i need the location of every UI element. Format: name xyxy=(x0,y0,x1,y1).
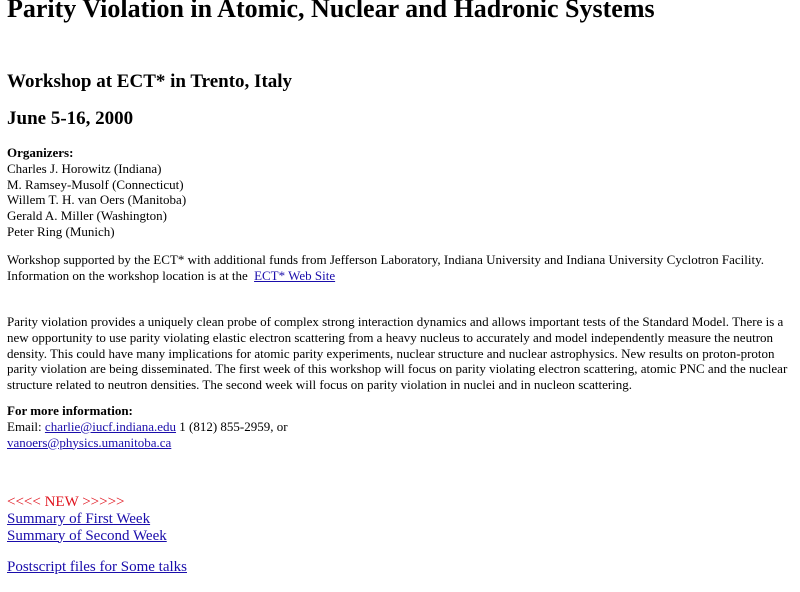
organizer-item: Gerald A. Miller (Washington) xyxy=(7,208,167,224)
postscript-section xyxy=(7,560,187,576)
summary-second-week-link[interactable]: Summary of Second Week xyxy=(7,527,167,544)
news-section xyxy=(7,494,167,544)
summary-first-week-link[interactable]: Summary of First Week xyxy=(7,510,151,527)
workshop-dates: June 5-16, 2000 xyxy=(7,108,134,129)
organizers-heading: Organizers: xyxy=(7,145,74,160)
location-prefix: Information on the workshop location is at the xyxy=(7,267,252,283)
workshop-description: Parity violation provides a uniquely clean probe of complex strong interaction dynamics and allows important tests of the Standard Model. There is a new opportunity to use parity violating elastic electron scattering from a heavy nucleus to accurately and model independently measure the neutron density. This could have many implications for atomic parity experiments, nuclear structure and nuclear astrophysics. New results on proton-proton parity violation are being disseminated. The first week of this workshop will focus on parity violating electron scattering, atomic PNC and the nuclear structure related to neutron densities. The second week will focus on parity violation in nuclei and in nucleon scattering. xyxy=(7,314,788,393)
email-link-charlie[interactable]: charlie@iucf.indiana.edu xyxy=(44,418,177,434)
page-title: Parity Violation in Atomic, Nuclear and Hadronic Systems xyxy=(7,0,655,23)
organizer-item: Charles J. Horowitz (Indiana) xyxy=(7,160,162,176)
postscript-files-link[interactable]: Postscript files for Some talks xyxy=(7,559,187,575)
new-badge: <<<< NEW >>>>> xyxy=(7,494,125,510)
email-label: Email: xyxy=(7,418,45,434)
organizers-section xyxy=(7,145,186,240)
page-content xyxy=(7,0,797,575)
support-text: Workshop supported by the ECT* with additional funds from Jefferson Laboratory, Indiana University and Indiana University Cyclotron Facility. xyxy=(7,252,765,267)
organizer-item: M. Ramsey-Musolf (Connecticut) xyxy=(7,176,184,192)
contact-heading: For more information: xyxy=(7,403,133,418)
organizer-item: Peter Ring (Munich) xyxy=(7,223,115,239)
ect-web-site-link[interactable]: ECT* Web Site xyxy=(254,267,336,283)
workshop-subtitle: Workshop at ECT* in Trento, Italy xyxy=(7,71,293,92)
phone-number: 1 (812) 855-2959, or xyxy=(176,418,288,434)
email-link-vanoers[interactable]: vanoers@physics.umanitoba.ca xyxy=(7,434,172,450)
organizer-item: Willem T. H. van Oers (Manitoba) xyxy=(7,192,187,208)
contact-section xyxy=(7,403,288,450)
support-section xyxy=(7,252,764,284)
